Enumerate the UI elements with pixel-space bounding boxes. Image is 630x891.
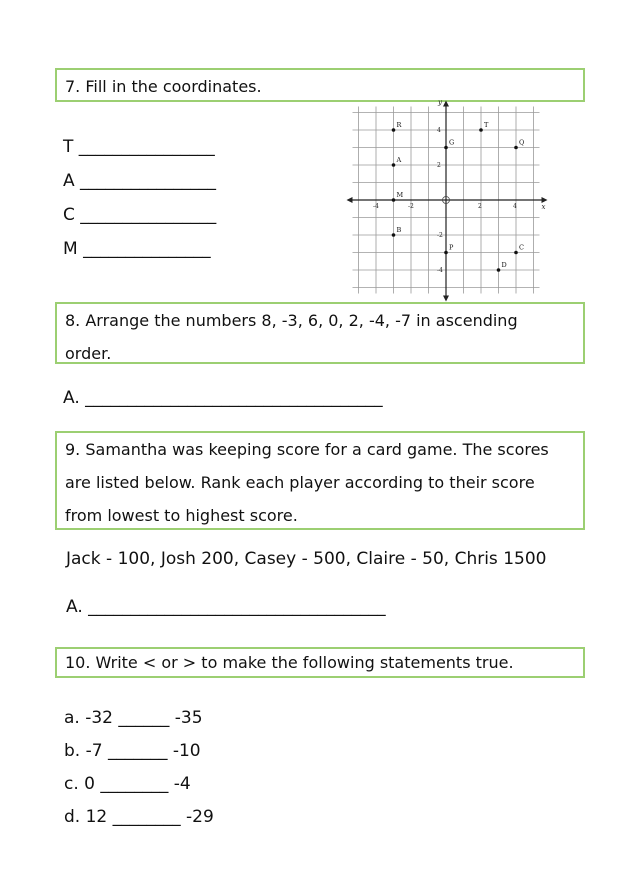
point-a	[392, 163, 396, 167]
x-axis-label: x	[541, 203, 546, 211]
x-tick-label: 2	[478, 203, 482, 210]
y-tick-label: -4	[437, 267, 443, 274]
point-q	[514, 146, 518, 150]
point-r	[392, 128, 396, 132]
answer-line-c[interactable]: C ________________	[63, 205, 217, 225]
x-tick-label: 4	[513, 203, 517, 210]
question-8-answer-line[interactable]: A. ___________________________________	[63, 388, 383, 408]
question-10-box	[55, 647, 585, 678]
point-label-r: R	[396, 121, 402, 129]
question-10-prompt: 10. Write < or > to make the following statements true.	[65, 653, 514, 672]
point-label-b: B	[396, 226, 402, 234]
y-tick-label: 4	[437, 127, 441, 134]
question-7-box	[55, 68, 585, 102]
comparison-b[interactable]: b. -7 _______ -10	[64, 741, 201, 761]
answer-line-m[interactable]: M _______________	[63, 239, 211, 259]
x-tick-label: -2	[408, 203, 414, 210]
comparison-d[interactable]: d. 12 ________ -29	[64, 807, 214, 827]
point-c	[514, 251, 518, 255]
y-tick-label: -2	[437, 232, 443, 239]
point-label-c: C	[519, 243, 524, 252]
point-label-g: G	[449, 138, 455, 147]
point-label-t: T	[484, 121, 489, 129]
point-g	[444, 146, 448, 150]
x-axis-arrow-left	[347, 197, 353, 203]
point-b	[392, 233, 396, 237]
comparison-a[interactable]: a. -32 ______ -35	[64, 708, 203, 728]
x-tick-label: -4	[373, 203, 379, 210]
answer-line-t[interactable]: T ________________	[63, 137, 215, 157]
point-label-d: D	[501, 261, 507, 269]
question-8-prompt-line-1: 8. Arrange the numbers 8, -3, 6, 0, 2, -4, -7 in ascending	[65, 311, 518, 330]
question-8-box	[55, 302, 585, 364]
question-9-prompt-line-1: 9. Samantha was keeping score for a card game. The scores	[65, 440, 549, 459]
coordinate-grid	[348, 98, 548, 293]
question-9-prompt-line-3: from lowest to highest score.	[65, 506, 298, 525]
point-d	[497, 268, 501, 272]
point-label-q: Q	[519, 138, 525, 147]
point-label-a: A	[396, 156, 402, 164]
y-tick-label: 2	[437, 162, 441, 169]
y-axis-arrow-down	[443, 296, 449, 302]
point-p	[444, 251, 448, 255]
question-9-answer-line[interactable]: A. ___________________________________	[66, 597, 386, 617]
point-label-m: M	[396, 191, 404, 199]
question-9-prompt-line-2: are listed below. Rank each player according to their score	[65, 473, 535, 492]
question-7-prompt: 7. Fill in the coordinates.	[65, 77, 262, 96]
point-label-p: P	[449, 243, 454, 252]
question-8-prompt-line-2: order.	[65, 344, 112, 363]
answer-line-a[interactable]: A ________________	[63, 171, 217, 191]
point-t	[479, 128, 483, 132]
y-axis-label: y	[438, 98, 442, 107]
point-m	[392, 198, 396, 202]
question-9-scores: Jack - 100, Josh 200, Casey - 500, Claire - 50, Chris 1500	[66, 549, 547, 569]
comparison-c[interactable]: c. 0 ________ -4	[64, 774, 191, 794]
question-9-box	[55, 431, 585, 530]
